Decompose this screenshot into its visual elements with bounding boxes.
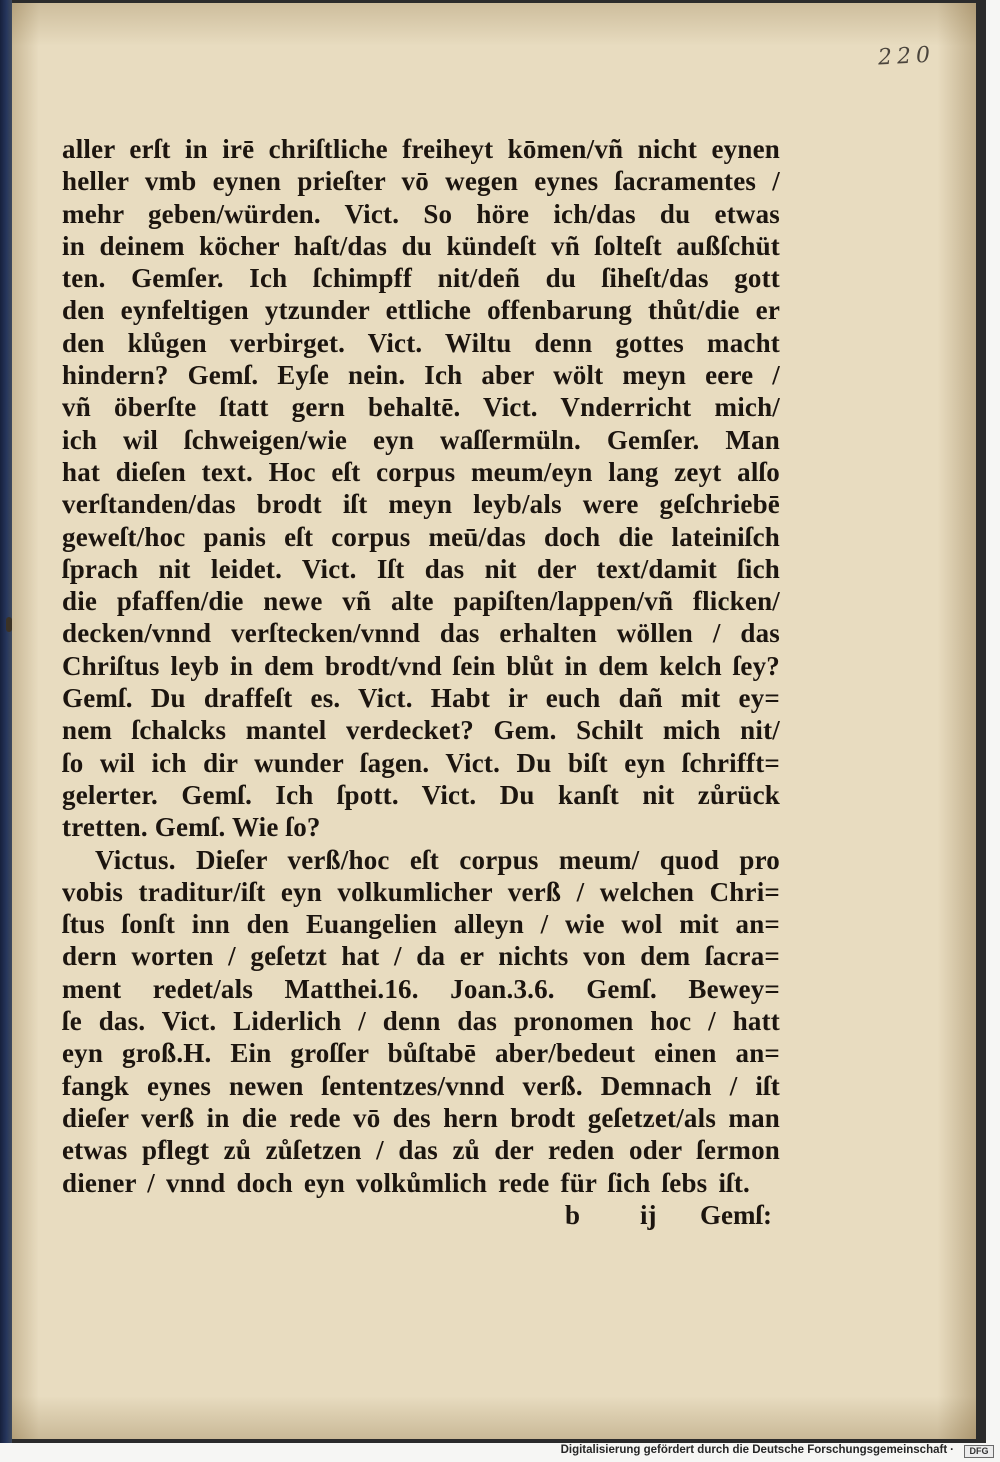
text-line: hindern? Gemſ. Eyſe nein. Ich aber wölt meyn eere / — [62, 360, 780, 391]
text-line: ſe das. Vict. Liderlich / denn das pronomen hoc / hatt — [62, 1006, 780, 1037]
text-line: die pfaffen/die newe vñ alte papiſten/lappen/vñ flicken/ — [62, 586, 780, 617]
text-line-paragraph-end: diener / vnnd doch eyn volkůmlich rede für ſich ſebs iſt. — [62, 1167, 750, 1198]
text-line: ſo wil ich dir wunder ſagen. Vict. Du biſt eyn ſchrifft= — [62, 747, 780, 778]
text-line: verſtanden/das brodt iſt meyn leyb/als were geſchriebē — [62, 489, 780, 520]
dfg-logo-icon: DFG — [964, 1445, 994, 1458]
text-line: etwas pflegt zů zůſetzen / das zů der reden oder ſermon — [62, 1135, 780, 1166]
text-line: gelerter. Gemſ. Ich ſpott. Vict. Du kanſt nit zůrück — [62, 779, 780, 810]
text-line: decken/vnnd verſtecken/vnnd das erhalten wöllen / das — [62, 618, 780, 649]
digitization-credit — [561, 1444, 954, 1456]
text-line: Chriſtus leyb in dem brodt/vnd ſein blůt in dem kelch ſey? — [62, 650, 780, 681]
text-line: Gemſ. Du draffeſt es. Vict. Habt ir euch dañ mit ey= — [62, 683, 780, 714]
text-line-paragraph-start: Victus. Dieſer verß/hoc eſt corpus meum/ quod pro — [95, 844, 780, 875]
text-line: vobis traditur/iſt eyn volkumlicher verß / welchen Chri= — [62, 876, 780, 907]
text-line: in deinem köcher haſt/das du kündeſt vñ ſolteſt außſchüt — [62, 230, 780, 261]
text-line: heller vmb eynen prieſter vō wegen eynes ſacramentes / — [62, 166, 780, 197]
text-line: mehr geben/würden. Vict. So höre ich/das du etwas — [62, 198, 780, 229]
text-line: eyn groß.H. Ein groſſer bůſtabē aber/bedeut einen an= — [62, 1038, 780, 1069]
text-line: geweſt/hoc panis eſt corpus meū/das doch die lateiniſch — [62, 521, 780, 552]
text-line: ich wil ſchweigen/wie eyn waſſermüln. Gemſer. Man — [62, 424, 780, 455]
page-number: 220 — [877, 42, 936, 71]
text-line: ſtus ſonſt inn den Euangelien alleyn / wie wol mit an= — [62, 909, 780, 940]
text-line: den klůgen verbirget. Vict. Wiltu denn gottes macht — [62, 327, 780, 358]
text-line: ſprach nit leidet. Vict. Iſt das nit der text/damit ſich — [62, 553, 780, 584]
text-line: fangk eynes newen ſententzes/vnnd verß. Demnach / iſt — [62, 1070, 780, 1101]
text-line: ment redet/als Matthei.16. Joan.3.6. Gemſ. Bewey= — [62, 973, 780, 1004]
text-block — [62, 133, 780, 1231]
text-line: den eynfeltigen ytzunder ettliche offenbarung thůt/die er — [62, 295, 780, 326]
text-line: hat dieſen text. Hoc eſt corpus meum/eyn lang zeyt alſo — [62, 456, 780, 487]
signature-mark: b — [565, 1199, 581, 1230]
binding-edge — [0, 0, 12, 1443]
text-line: dern worten / geſetzt hat / da er nichts von dem ſacra= — [62, 941, 780, 972]
ink-blemish — [6, 617, 12, 632]
credit-text: Digitalisierung gefördert durch die Deutsche Forschungsgemeinschaft — [560, 1444, 948, 1456]
text-line: nem ſchalcks mantel verdecket? Gem. Schilt mich nit/ — [62, 715, 780, 746]
text-line: dieſer verß in die rede vō des hern brodt geſetzet/als man — [62, 1102, 780, 1133]
credit-separator: · — [950, 1444, 954, 1456]
text-line: ten. Gemſer. Ich ſchimpff nit/deñ du ſiheſt/das gott — [62, 263, 780, 294]
text-line-paragraph-end: tretten. Gemſ. Wie ſo? — [62, 812, 321, 843]
text-line: vñ öberſte ſtatt gern behaltē. Vict. Vnderricht mich/ — [62, 392, 780, 423]
signature-number: ij — [640, 1199, 657, 1230]
catchword: Gemſ: — [700, 1199, 772, 1230]
signature-line — [62, 1199, 780, 1231]
text-line: aller erſt in irē chriſtliche freiheyt kōmen/vñ nicht eynen — [62, 134, 780, 164]
